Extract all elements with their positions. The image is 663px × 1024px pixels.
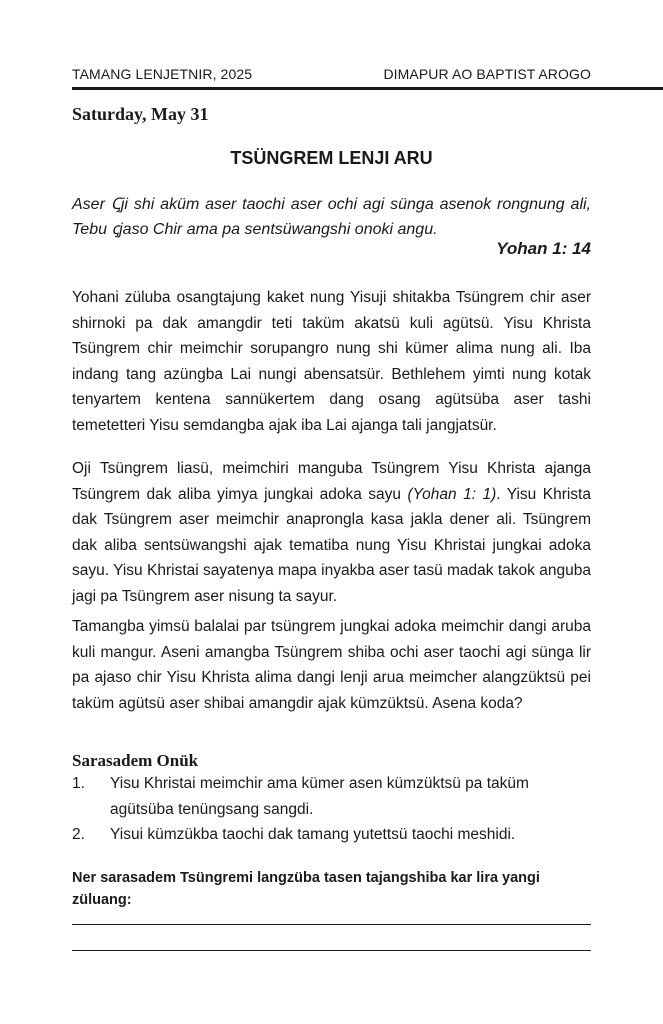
header-organization: DIMAPUR AO BAPTIST AROGO	[383, 66, 591, 82]
paragraph-3: Tamangba yimsü balalai par tsüngrem jungkai adoka meimchir dangi aruba kuli mangur. Aseni amangba Tsüngrem shiba ochi aser taochi agi sünga lir pa ajaso chir Yisu Khrista alima dangi lenji arua meimcher alangzüktsü pei taküm agütsü aser shibai amangdir ajak kümzüktsü. Asena koda?	[72, 618, 591, 712]
paragraph-2-scripture-ref: (Yohan 1: 1)	[407, 485, 497, 503]
answer-line[interactable]	[72, 924, 591, 925]
devotion-date: Saturday, May 31	[72, 104, 209, 124]
key-verse: Aser Ꞔji shi aküm aser taochi aser ochi agi sünga asenok rongnung ali, Tebu ꞔjaso Chir ama pa sentsüwangshi onoki angu.	[72, 196, 591, 238]
paragraph-2-text-a: Oji Tsüngrem liasü, meimchiri manguba Tsüngrem Yisu Khrista ajanga Tsüngrem dak aliba yimya jungkai adoka sayu	[72, 460, 591, 503]
answer-line[interactable]	[72, 950, 591, 951]
header-rule	[72, 87, 663, 90]
paragraph-1: Yohani züluba osangtajung kaket nung Yisuji shitakba Tsüngrem chir aser shirnoki pa dak amangdir teti taküm akatsü kuli agütsü. Yisu Khrista Tsüngrem chir meimchir sorupangro nung shi kümer alima nung ali. Iba indang tang azüngba Lai nungi abensatsür. Bethlehem yimti nung kotak tenyartem kentena sannükertem dang osang agütsüba aser tashi temetetteri Yisu semdangba ajak iba Lai ajanga tali jangjatsür.	[72, 289, 591, 434]
reflection-question: Ner sarasadem Tsüngremi langzüba tasen tajangshiba kar lira yangi züluang:	[72, 870, 540, 908]
page-header	[72, 66, 591, 82]
header-publication: TAMANG LENJETNIR, 2025	[72, 66, 253, 82]
point-item	[72, 771, 591, 822]
point-number: 1.	[72, 775, 85, 792]
point-text: Yisu Khristai meimchir ama kümer asen kümzüktsü pa taküm agütsüba tenüngsang sangdi.	[110, 775, 529, 818]
key-verse-reference: Yohan 1: 14	[496, 239, 591, 258]
points-list	[72, 771, 591, 848]
point-text: Yisui kümzükba taochi dak tamang yutettsü taochi meshidi.	[110, 826, 516, 843]
point-item	[72, 822, 591, 848]
point-number: 2.	[72, 826, 85, 843]
paragraph-2-text-b: . Yisu Khrista dak Tsüngrem aser meimchir anaprongla kasa jakla dener ali. Tsüngrem dak aliba sentsüwangshi ajak tematiba nung Yisu Khristai jungkai adoka sayu. Yisu Khristai sayatenya mapa inyakba aser tasü madak takok anguba jagi pa Tsüngrem aser nisung ta sayur.	[72, 485, 591, 605]
devotion-title: TSÜNGREM LENJI ARU	[230, 148, 433, 168]
paragraph-2	[72, 456, 591, 609]
points-heading: Sarasadem Onük	[72, 751, 199, 770]
